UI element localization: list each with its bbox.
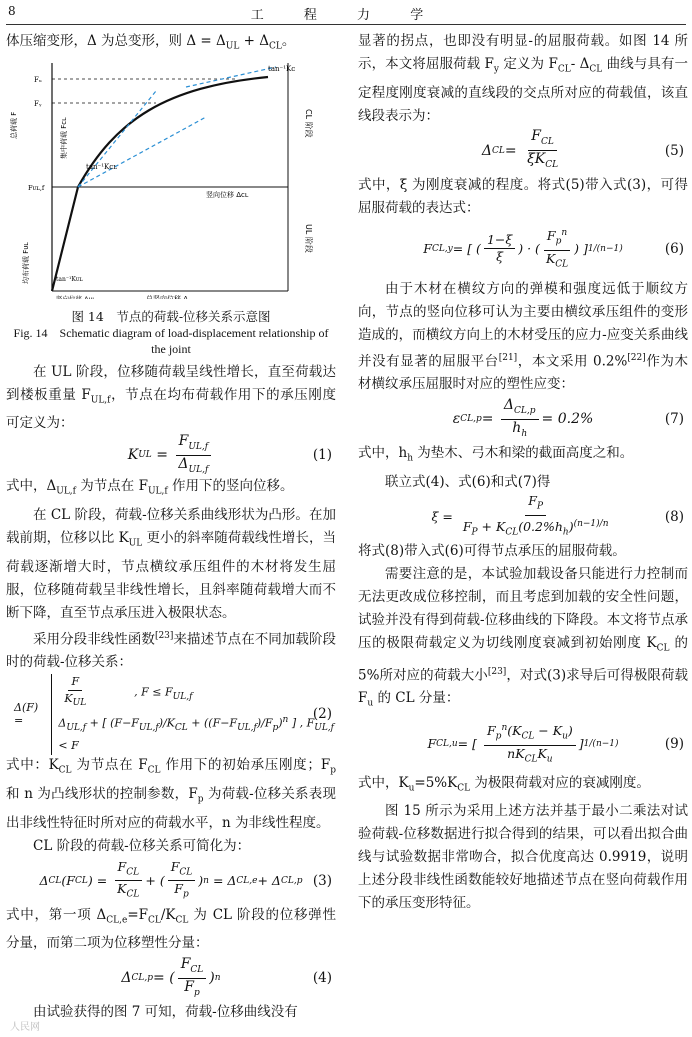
- left-paragraph-5: 式中：$K_{CL}$ 为节点在 $F_{CL}$ 作用下的初始承压刚度；$F_p$ 和 n 为凸线形状的控制参数，$F_p$ 为荷载-位移关系表现出非线性特征时所对应的荷载水平，n 为非线性程度。: [6, 757, 336, 831]
- right-paragraph-3: 由于木材在横纹方向的弹模和强度远低于顺纹方向，节点的竖向位移可认为主要由横纹承压组件的变形造成的，而横纹方向上的木材受压的应力-应变关系曲线并没有显著的屈服平台[21]，本文采用 0.2%[22]作为木材横纹承压屈服时对应的塑性应变：: [358, 280, 688, 393]
- y-conc-label: 集中荷载 Fᴄʟ: [60, 117, 68, 159]
- left-paragraph-3: 在 CL 阶段，荷载-位移关系曲线形状为凸形。在加载前期，位移以比 $K_{UL}$ 更小的斜率随荷载线性增长，当荷载逐渐增大时，节点横纹承压组件的木材将发生屈服，位移随荷载呈非线性增长，且斜率随荷载增大而不断下降，直至节点承压进入极限状态。: [6, 507, 336, 621]
- right-paragraph-6: 将式(8)带入式(6)可得节点承压的屈服荷载。: [358, 542, 626, 559]
- equation-9: F CL,u = [ $\frac{F_p^n(K_{CL} - K_u)}{nK_{CL}K_u}$ ] 1/(n−1) (9): [358, 716, 688, 772]
- x-vert-label: 竖向位移 Δᴄʟ: [206, 190, 249, 199]
- equation-5: Δ CL = $\frac{F_{CL}}{\xi K_{CL}}$ (5): [481, 128, 684, 170]
- load-displacement-diagram: [6, 59, 336, 299]
- page-number: 8: [8, 4, 16, 18]
- right-paragraph-7: 需要注意的是，本试验加载设备只能进行力控制而无法更改成位移控制，而且考虑到加载的安全性问题，试验并没有得到荷载-位移曲线的下降段。本文将节点承压的极限荷载定义为切线刚度衰减到初始刚度 $K_{CL}$ 的5%所对应的荷载大小[23]，对式(3)求导后可得极限荷载 $F_u$ 的 CL 分量：: [358, 565, 689, 709]
- left-paragraph-6: CL 阶段的荷载-位移关系可简化为：: [33, 837, 251, 854]
- ul-stage-label: UL 阶段: [304, 223, 313, 253]
- right-paragraph-4: 式中，$h_h$ 为垫木、弓木和梁的截面高度之和。: [358, 445, 634, 464]
- equation-4-number: (4): [312, 970, 332, 987]
- initial-stiffness-line: [78, 91, 156, 187]
- y-total-label: 总荷载 F: [10, 111, 18, 139]
- figure-14: [6, 59, 336, 309]
- equation-2-number: (2): [312, 706, 332, 723]
- running-head: 工 程 力 学: [250, 8, 442, 23]
- cl-stage-label: CL 阶段: [304, 108, 313, 138]
- right-paragraph-8: 式中，$K_u=5\%K_{CL}$ 为极限荷载对应的衰减刚度。: [358, 774, 650, 794]
- equation-8-number: (8): [664, 508, 684, 525]
- left-paragraph-8: 由试验获得的图 7 可知，荷载-位移曲线没有: [33, 1004, 298, 1021]
- reduced-stiffness-line: [78, 117, 206, 187]
- fu-label: Fᵤ: [34, 75, 42, 84]
- left-column: [6, 30, 336, 1024]
- left-top-text: 体压缩变形，Δ 为总变形，则 $\Delta = \Delta_{UL} + \Delta_{CL}$。: [6, 33, 296, 52]
- x-ul-label: 竖向位移 Δᴜʟ: [56, 294, 96, 299]
- figure-14-caption-cn: 图 14 节点的荷载-位移关系示意图: [71, 308, 271, 324]
- right-paragraph-1: 显著的拐点，也即没有明显-的屈服荷载。如图 14 所示，本文将屈服荷载 $F_y$ 定义为 $F_{CL}-$ $\Delta_{CL}$ 曲线与具有一定程度刚度衰减的直线段的交点所对应的荷载值，该直线段表示为：: [358, 33, 689, 124]
- equation-7-number: (7): [664, 411, 684, 428]
- figure-14-caption-en: Fig. 14 Schematic diagram of load-displacement relationship of the joint: [13, 325, 329, 356]
- equation-1: K UL = $\frac{F_{UL,f}}{\Delta_{UL,f}}$ (1): [127, 433, 332, 475]
- equation-8: ξ = $\frac{F_P}{F_P + K_{CL}(0.2\%h_h)^{(n-1)/n}}$ (8): [431, 493, 684, 538]
- equation-3: Δ CL (F CL ) = $\frac{F_{CL}}{K_{CL}}$ + ( $\frac{F_{CL}}{F_p}$ ) n = Δ CL,e + Δ CL,p (3): [39, 858, 332, 900]
- equation-9-number: (9): [664, 735, 684, 752]
- tan-kul-label: tan⁻¹Kᴜʟ: [56, 275, 83, 283]
- equation-7: ε CL,p = $\frac{\Delta_{CL,p}}{h_h}$ = 0.2% (7): [452, 396, 684, 439]
- right-paragraph-2: 式中，ξ 为刚度衰减的程度。将式(5)带入式(3)，可得屈服荷载的表达式：: [358, 176, 688, 216]
- equation-6: F CL,y = [ ( $\frac{1-\xi}{\xi}$ ) · ( $\frac{F_p^n}{K_{CL}}$ ) ] 1/(n−1) (6): [358, 220, 688, 278]
- equation-1-number: (1): [312, 447, 332, 464]
- equation-3-number: (3): [312, 872, 332, 889]
- tan-kcl-label: tan⁻¹Kᴄʟ: [86, 162, 117, 171]
- fulf-label: Fᴜʟ,f: [28, 183, 45, 192]
- equation-2: Δ(F) = $\frac{F}{K_{UL}}$ , $F \le F_{UL,f}$ $\Delta_{UL,f}$ + [ $(F-F_{UL,f})/K_{CL} + ((F-F_{UL,f})/F_p)^n$ ] , $F_{UL,f} < F$ (2): [6, 674, 336, 754]
- equation-5-number: (5): [664, 142, 684, 159]
- right-paragraph-5: 联立式(4)、式(6)和式(7)得: [385, 473, 551, 490]
- left-paragraph-4: 采用分段非线性函数[23]来描述节点在不同加载阶段时的荷载-位移关系：: [6, 630, 337, 671]
- header-rule: [6, 24, 686, 25]
- watermark-logo: 人民网: [10, 1022, 40, 1033]
- y-dist-label: 均布荷载 Fᴜʟ: [22, 241, 30, 284]
- left-paragraph-1: 在 UL 阶段，位移随荷载呈线性增长，直至荷载达到楼板重量 $F_{UL,f}$，节点在均布荷载作用下的承压刚度可定义为：: [6, 363, 336, 432]
- fy-label: Fᵧ: [34, 99, 42, 108]
- equation-4: Δ CL,p = ( $\frac{F_{CL}}{F_p}$ ) n (4): [121, 956, 332, 998]
- right-column: [358, 30, 688, 915]
- equation-6-number: (6): [664, 240, 684, 257]
- left-paragraph-7: 式中，第一项 $\Delta_{CL,e}=F_{CL}/K_{CL}$ 为 CL 阶段的位移弹性分量，而第二项为位移塑性分量：: [6, 906, 336, 952]
- left-paragraph-2: 式中，$\Delta_{UL,f}$ 为节点在 $F_{UL,f}$ 作用下的竖向位移。: [6, 478, 294, 498]
- tan-kc-label: tan⁻¹Kᴄ: [268, 64, 296, 73]
- right-paragraph-9: 图 15 所示为采用上述方法并基于最小二乘法对试验荷载-位移数据进行拟合得到的结果，可以看出拟合曲线与试验数据非常吻合，拟合优度高达 0.9919，说明上述分段非线性函数能较好地描述节点在竖向荷载作用下的承压变形特征。: [358, 803, 688, 912]
- x-total-label: 总竖向位移 Δ: [146, 294, 189, 299]
